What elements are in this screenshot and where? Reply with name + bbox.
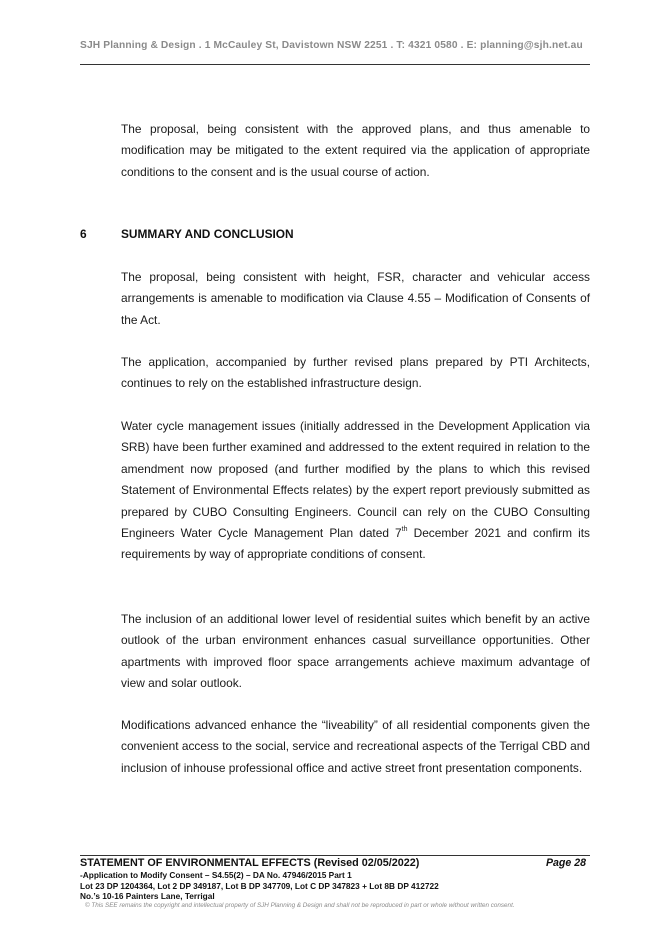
paragraph-2 [121, 352, 590, 395]
footer-lots-line: Lot 23 DP 1204364, Lot 2 DP 349187, Lot B DP 347709, Lot C DP 347823 + Lot 8B DP 412722 [80, 880, 439, 891]
paragraph-1-text: The proposal, being consistent with height, FSR, character and vehicular access arrangements is amenable to modification via Clause 4.55 – Modification of Consents of the Act. [121, 270, 590, 327]
copyright-notice: © This SEE remains the copyright and intellectual property of SJH Planning & Design and shall not be reproduced in part or whole without written consent. [85, 902, 515, 909]
section-number: 6 [80, 227, 87, 241]
paragraph-1 [121, 267, 590, 331]
paragraph-4-text: The inclusion of an additional lower level of residential suites which benefit by an active outlook of the urban environment enhances casual surveillance opportunities. Other apartments with improved floor space arrangements achieve maximum advantage of view and solar outlook. [121, 612, 590, 691]
footer-address-line: No.’s 10-16 Painters Lane, Terrigal [80, 891, 215, 901]
ordinal-superscript: th [401, 526, 408, 534]
paragraph-3-text [121, 416, 590, 566]
page-number: Page 28 [545, 857, 586, 869]
header-divider [80, 64, 590, 65]
footer-document-title: STATEMENT OF ENVIRONMENTAL EFFECTS (Revised 02/05/2022) [80, 857, 420, 869]
paragraph-2-text: The application, accompanied by further revised plans prepared by PTI Architects, continues to rely on the established infrastructure design. [121, 355, 590, 391]
footer-divider [80, 855, 590, 856]
paragraph-3 [121, 416, 590, 566]
section-title: SUMMARY AND CONCLUSION [121, 227, 294, 241]
intro-paragraph-text: The proposal, being consistent with the approved plans, and thus amenable to modification may be mitigated to the extent required via the application of appropriate conditions to the consent and is the usual course of action. [121, 122, 590, 179]
intro-paragraph [121, 119, 590, 183]
paragraph-3-part-2: December 2021 and confirm its requirements by way of appropriate conditions of consent. [121, 526, 590, 562]
paragraph-5 [121, 715, 590, 779]
page-header: SJH Planning & Design . 1 McCauley St, Davistown NSW 2251 . T: 4321 0580 . E: planning@sjh.net.au [80, 40, 583, 51]
paragraph-5-text: Modifications advanced enhance the “liveability” of all residential components given the convenient access to the social, service and recreational aspects of the Terrigal CBD and inclusion of inhouse professional office and active street front presentation components. [121, 718, 590, 775]
page-footer [80, 857, 590, 902]
paragraph-3-part-1: Water cycle management issues (initially addressed in the Development Application via SRB) have been further examined and addressed to the extent required in relation to the amendment now proposed (and further modified by the plans to which this revised Statement of Environmental Effects relates) by the expert report previously submitted as prepared by CUBO Consulting Engineers. Council can rely on the CUBO Consulting Engineers Water Cycle Management Plan dated 7 [121, 419, 590, 541]
footer-application-line: -Application to Modify Consent – S4.55(2) – DA No. 47946/2015 Part 1 [80, 870, 352, 880]
paragraph-4 [121, 609, 590, 695]
